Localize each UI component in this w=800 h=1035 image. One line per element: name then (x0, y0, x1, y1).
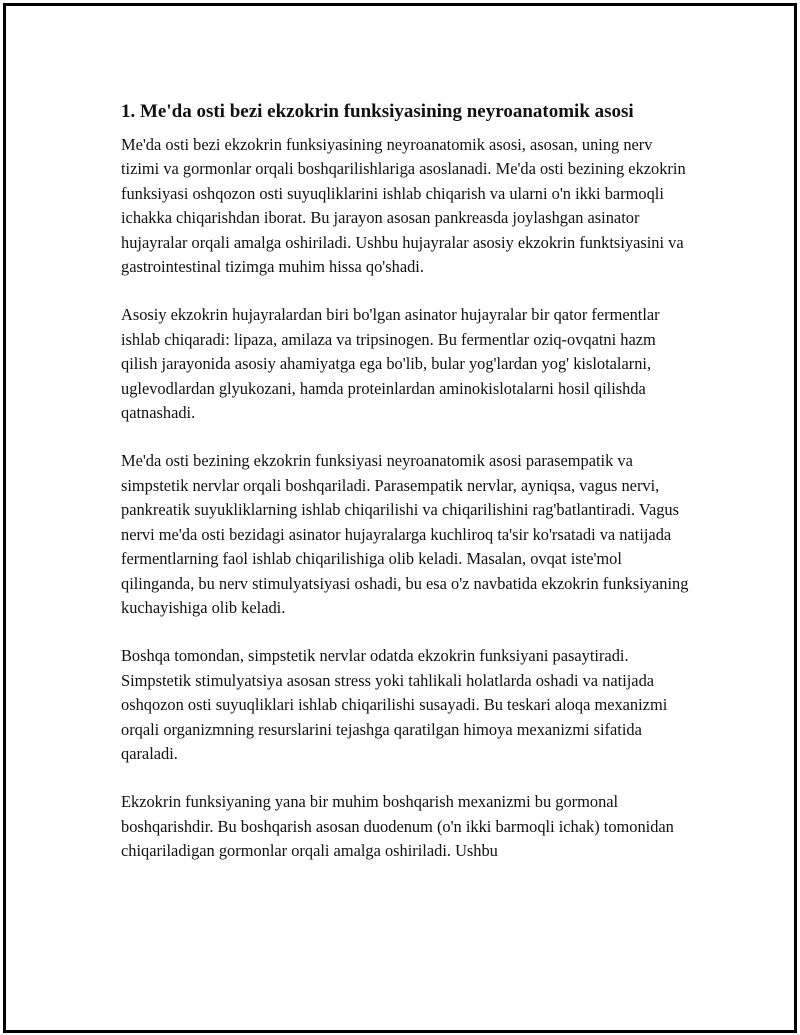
paragraph-3: Me'da osti bezining ekzokrin funksiyasi neyroanatomik asosi parasempatik va simpstetik nervlar orqali boshqariladi. Parasempatik nervlar, ayniqsa, vagus nervi, pankreatik suyukliklarning ishlab chiqarilishi va chiqarilishini rag'batlantiradi. Vagus nervi me'da osti bezidagi asinator hujayralarga kuchliroq ta'sir ko'rsatadi va natijada fermentlarning faol ishlab chiqarilishiga olib keladi. Masalan, ovqat iste'mol qilinganda, bu nerv stimulyatsiyasi oshadi, bu esa o'z navbatida ekzokrin funksiyaning kuchayishiga olib keladi. (121, 451, 689, 617)
paragraph-1: Me'da osti bezi ekzokrin funksiyasining neyroanatomik asosi, asosan, uning nerv tizimi va gormonlar orqali boshqarilishlariga asoslanadi. Me'da osti bezining ekzokrin funksiyasi oshqozon osti suyuqliklarini ishlab chiqarish va ularni o'n ikki barmoqli ichakka chiqarishdan iborat. Bu jarayon asosan pankreasda joylashgan asinator hujayralar orqali amalga oshiriladi. Ushbu hujayralar asosiy ekzokrin funktsiyasini va gastrointestinal tizimga muhim hissa qo'shadi. (121, 135, 686, 277)
paragraph-5: Ekzokrin funksiyaning yana bir muhim boshqarish mexanizmi bu gormonal boshqarishdir. Bu boshqarish asosan duodenum (o'n ikki barmoqli ichak) tomonidan chiqariladigan gormonlar orqali amalga oshiriladi. Ushbu (121, 792, 674, 861)
paragraph-4: Boshqa tomondan, simpstetik nervlar odatda ekzokrin funksiyani pasaytiradi. Simpstetik stimulyatsiya asosan stress yoki tahlikali holatlarda oshadi va natijada oshqozon osti suyuqliklari ishlab chiqarilishi susayadi. Bu teskari aloqa mexanizmi orqali organizmning resurslarini tejashga qaratilgan himoya mexanizmi sifatida qaraladi. (121, 646, 668, 763)
page-frame (3, 3, 797, 1033)
section-heading: 1. Me'da osti bezi ekzokrin funksiyasining neyroanatomik asosi (121, 101, 634, 122)
document-body (121, 98, 693, 888)
paragraph-2: Asosiy ekzokrin hujayralardan biri bo'lgan asinator hujayralar bir qator fermentlar ishlab chiqaradi: lipaza, amilaza va tripsinogen. Bu fermentlar oziq-ovqatni hazm qilish jarayonida asosiy ahamiyatga ega bo'lib, bular yog'lardan yog' kislotalarni, uglevodlardan glyukozani, hamda proteinlardan aminokislotalarni hosil qilishda qatnashadi. (121, 305, 660, 423)
